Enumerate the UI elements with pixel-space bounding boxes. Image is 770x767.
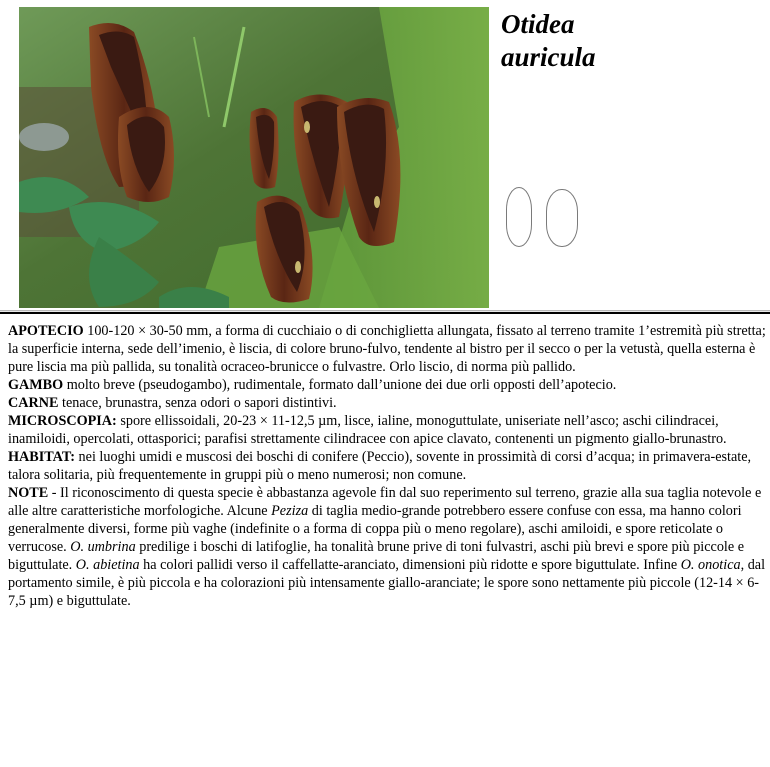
section-text: molto breve (pseudogambo), rudimentale, formato dall’unione dei due orli opposti dell’apotecio. bbox=[63, 377, 617, 393]
species-name: O. umbrina bbox=[70, 539, 136, 555]
section-label: MICROSCOPIA: bbox=[8, 413, 117, 429]
section-text: nei luoghi umidi e muscosi dei boschi di conifere (Peccio), sovente in prossimità di corsi d’acqua; in primavera-estate, talora solitaria, più frequentemente in gruppi più o meno numerosi; non comune. bbox=[8, 449, 752, 483]
section-label: NOTE bbox=[8, 485, 49, 501]
species-name: O. abietina bbox=[75, 557, 140, 573]
section-label: GAMBO bbox=[8, 377, 64, 393]
section-apotecio bbox=[8, 322, 766, 376]
section-label: HABITAT: bbox=[8, 449, 75, 465]
spore-outline-icon bbox=[505, 186, 585, 250]
section-label: CARNE bbox=[8, 395, 59, 411]
mushroom-photo bbox=[19, 7, 489, 308]
section-label: APOTECIO bbox=[8, 323, 84, 339]
section-habitat bbox=[8, 448, 766, 484]
species-genus: Otidea bbox=[501, 9, 575, 39]
horizontal-separator bbox=[0, 310, 770, 315]
species-name: O. onotica bbox=[680, 557, 741, 573]
section-text: , dal portamento simile, è più piccola e ha colorazioni più intensamente giallo-aranciate; le spore sono nettamente più piccole (12-14 × 6-7,5 µm) e biguttulate. bbox=[8, 557, 766, 609]
section-text: - Il riconoscimento di questa specie è abbastanza agevole fin dal suo reperimento sul terreno, grazie alla sua taglia notevole e alle altre caratteristiche morfologiche. Alcune bbox=[8, 485, 762, 519]
species-epithet: auricula bbox=[501, 42, 596, 72]
section-text: ha colori pallidi verso il caffellatte-aranciato, dimensioni più ridotte e spore biguttulate. Infine bbox=[139, 557, 681, 573]
header bbox=[0, 0, 770, 310]
section-text: di taglia medio-grande potrebbero essere confuse con essa, ma hanno colori generalmente diversi, forme più vaghe (indefinite o a forma di coppa più o meno regolare), aschi amiloidi, e spore reticolate o verrucose. bbox=[8, 503, 742, 555]
spore-illustration bbox=[505, 186, 585, 250]
photo-mushroom-icon bbox=[19, 7, 489, 308]
species-title bbox=[501, 8, 596, 74]
section-text: tenace, brunastra, senza odori o sapori distintivi. bbox=[58, 395, 337, 411]
section-microscopia bbox=[8, 412, 766, 448]
section-text: spore ellissoidali, 20-23 × 11-12,5 µm, lisce, ialine, monoguttulate, uniseriate nell’asco; aschi cilindracei, inamiloidi, opercolati, ottasporici; parafisi strettamente cilindracee con apice clavato, contenenti un pigmento giallo-brunastro. bbox=[8, 413, 727, 447]
section-note bbox=[8, 484, 766, 610]
section-text: 100-120 × 30-50 mm, a forma di cucchiaio o di conchiglietta allungata, fissato al terreno tramite 1’estremità più stretta; la superficie interna, sede dell’imenio, è liscia, di colore bruno-fulvo, tendente al bistro per il secco o per la vetustà, quella esterna è pure liscia ma più pallida, su tonalità ocraceo-brunicce o fulvastre. Orlo liscio, di norma più pallido. bbox=[8, 323, 766, 375]
species-name: Peziza bbox=[271, 503, 309, 519]
species-description bbox=[8, 322, 766, 610]
section-carne bbox=[8, 394, 766, 412]
section-gambo bbox=[8, 376, 766, 394]
section-text: predilige i boschi di latifoglie, ha tonalità brune prive di toni fulvastri, aschi più brevi e spore più piccole e biguttulate. bbox=[8, 539, 745, 573]
